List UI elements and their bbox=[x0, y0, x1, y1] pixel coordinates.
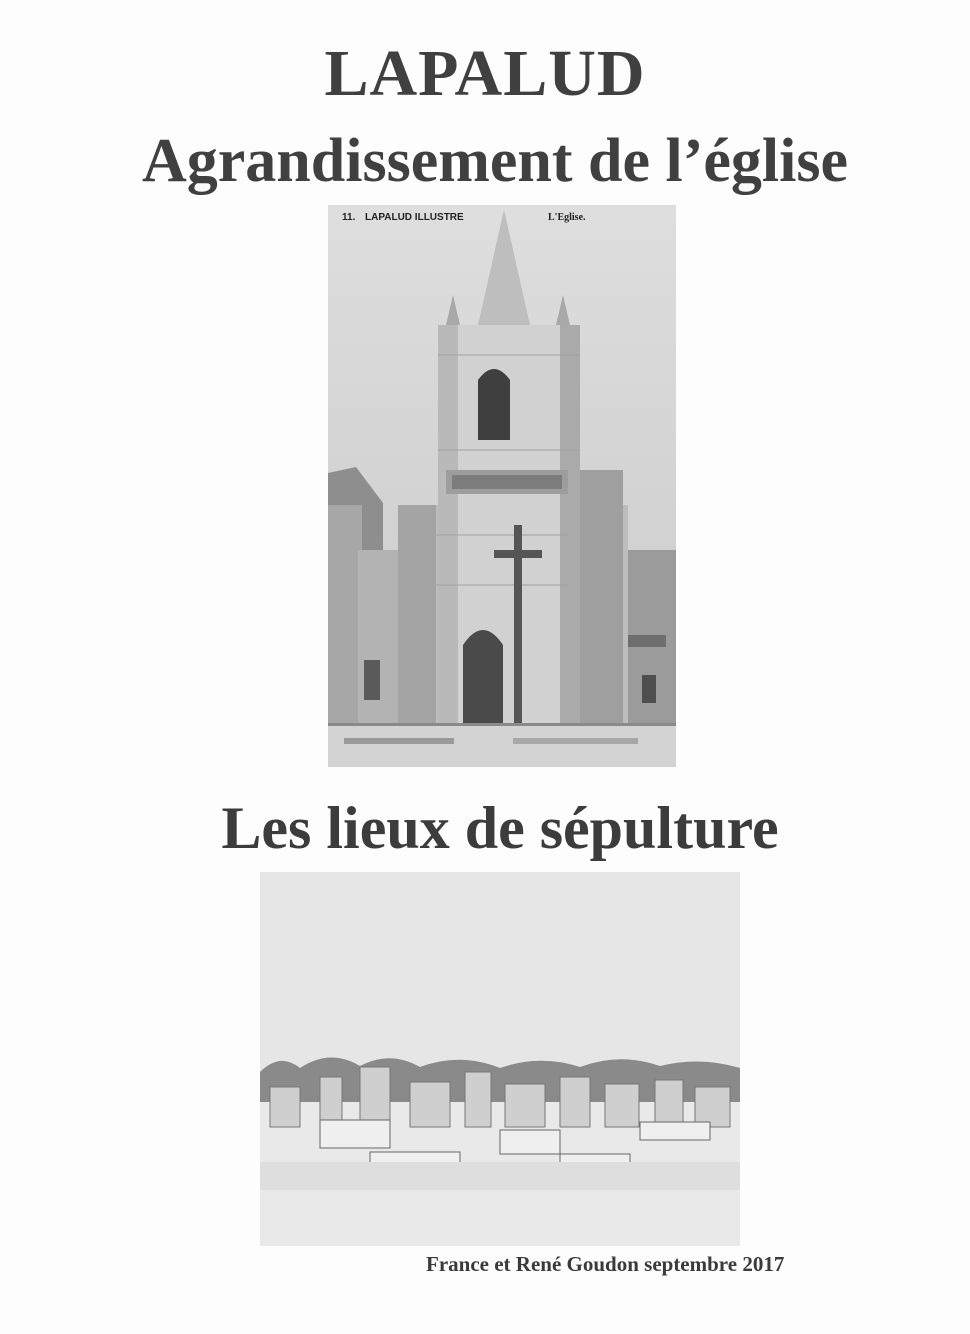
document-title: LAPALUD bbox=[324, 37, 646, 110]
postcard-header-right: L'Eglise. bbox=[548, 212, 586, 223]
church-postcard-photo bbox=[328, 205, 676, 767]
postcard-header-left: LAPALUD ILLUSTRE bbox=[365, 212, 464, 223]
postcard-number: 11. bbox=[342, 212, 356, 223]
cemetery-photo bbox=[260, 872, 740, 1246]
document-subtitle: Agrandissement de l’église bbox=[141, 127, 849, 195]
section-heading: Les lieux de sépulture bbox=[221, 795, 779, 861]
author-credit: France et René Goudon septembre 2017 bbox=[426, 1252, 785, 1276]
